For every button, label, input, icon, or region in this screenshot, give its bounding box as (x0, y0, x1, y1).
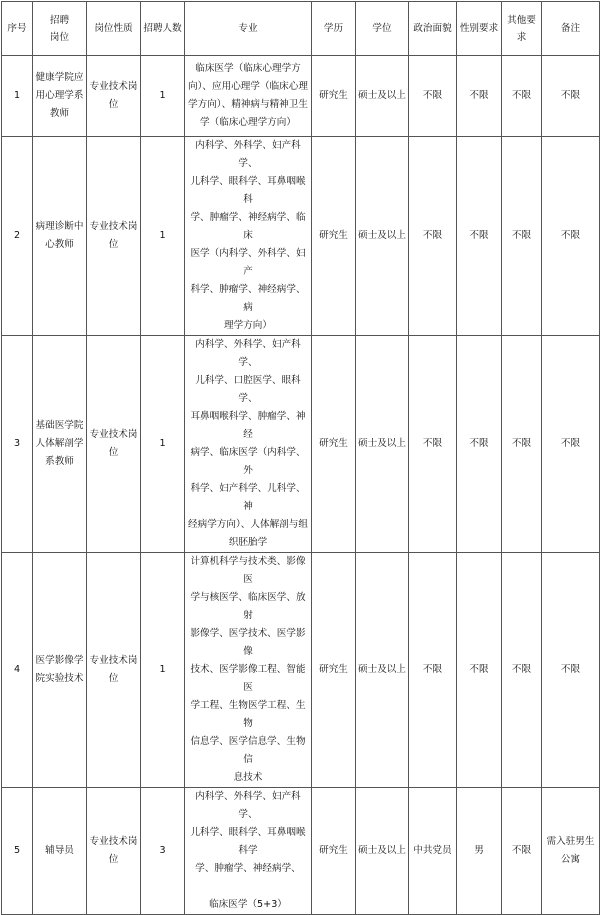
cell-count: 1 (141, 336, 185, 553)
header-count: 招聘人数 (141, 2, 185, 56)
cell-education: 研究生 (312, 137, 356, 336)
cell-nature: 专业技术岗位 (87, 56, 141, 137)
cell-other: 不限 (502, 56, 542, 137)
header-seq: 序号 (2, 2, 33, 56)
cell-seq: 3 (2, 336, 33, 553)
cell-education: 研究生 (312, 553, 356, 788)
header-political: 政治面貌 (409, 2, 457, 56)
cell-other: 不限 (502, 336, 542, 553)
cell-count: 3 (141, 788, 185, 915)
header-nature: 岗位性质 (87, 2, 141, 56)
header-degree: 学位 (356, 2, 409, 56)
table-row (2, 553, 600, 788)
cell-post: 医学影像学院实验技术 (33, 553, 87, 788)
cell-nature: 专业技术岗位 (87, 553, 141, 788)
cell-seq: 2 (2, 137, 33, 336)
header-other: 其他要求 (502, 2, 542, 56)
cell-education: 研究生 (312, 788, 356, 915)
cell-count: 1 (141, 56, 185, 137)
cell-count: 1 (141, 137, 185, 336)
cell-major: 内科学、外科学、妇产科学、 儿科学、眼科学、耳鼻咽喉科 学、肿瘤学、神经病学、临床 医学（内科学、外科学、妇产 科学、肿瘤学、神经病学、病 理学方向） (185, 137, 312, 336)
cell-post: 基础医学院人体解剖学系教师 (33, 336, 87, 553)
cell-gender: 不限 (457, 336, 502, 553)
cell-degree: 硕士及以上 (356, 56, 409, 137)
cell-major: 临床医学（临床心理学方 向）、应用心理学（临床心理 学方向）、精神病与精神卫生 学（临床心理学方向） (185, 56, 312, 137)
cell-major: 内科学、外科学、妇产科学、 儿科学、口腔医学、眼科学、 耳鼻咽喉科学、肿瘤学、神经 病学、临床医学（内科学、外 科学、妇产科学、儿科学、神 经病学方向）、人体解剖与组 织胚胎学 (185, 336, 312, 553)
cell-post: 病理诊断中心教师 (33, 137, 87, 336)
cell-political: 不限 (409, 137, 457, 336)
header-gender: 性别要求 (457, 2, 502, 56)
cell-other: 不限 (502, 137, 542, 336)
cell-nature: 专业技术岗位 (87, 137, 141, 336)
cell-education: 研究生 (312, 336, 356, 553)
cell-gender: 不限 (457, 56, 502, 137)
cell-gender: 不限 (457, 553, 502, 788)
cell-degree: 硕士及以上 (356, 336, 409, 553)
table-row (2, 137, 600, 336)
cell-remark: 不限 (542, 56, 600, 137)
cell-political: 不限 (409, 553, 457, 788)
cell-degree: 硕士及以上 (356, 137, 409, 336)
cell-count: 1 (141, 553, 185, 788)
cell-political: 不限 (409, 336, 457, 553)
cell-political: 中共党员 (409, 788, 457, 915)
table-row (2, 788, 600, 915)
table-row (2, 56, 600, 137)
cell-remark: 不限 (542, 336, 600, 553)
cell-post: 健康学院应用心理学系教师 (33, 56, 87, 137)
header-remark: 备注 (542, 2, 600, 56)
recruitment-table (1, 1, 600, 915)
cell-political: 不限 (409, 56, 457, 137)
cell-seq: 5 (2, 788, 33, 915)
cell-seq: 4 (2, 553, 33, 788)
cell-remark: 不限 (542, 137, 600, 336)
cell-seq: 1 (2, 56, 33, 137)
cell-nature: 专业技术岗位 (87, 788, 141, 915)
header-row (2, 2, 600, 56)
cell-degree: 硕士及以上 (356, 788, 409, 915)
cell-gender: 不限 (457, 137, 502, 336)
cell-other: 不限 (502, 553, 542, 788)
cell-post: 辅导员 (33, 788, 87, 915)
cell-remark: 需入驻男生公寓 (542, 788, 600, 915)
cell-other: 不限 (502, 788, 542, 915)
cell-remark: 不限 (542, 553, 600, 788)
header-major: 专业 (185, 2, 312, 56)
cell-gender: 男 (457, 788, 502, 915)
cell-nature: 专业技术岗位 (87, 336, 141, 553)
cell-degree: 硕士及以上 (356, 553, 409, 788)
cell-major: 内科学、外科学、妇产科学、 儿科学、眼科学、耳鼻咽喉科学 学、肿瘤学、神经病学、 临床医学（5+3） (185, 788, 312, 915)
cell-major: 计算机科学与技术类、影像医 学与核医学、临床医学、放射 影像学、医学技术、医学影像 技术、医学影像工程、智能医 学工程、生物医学工程、生物 信息学、医学信息学、生物信 息技术 (185, 553, 312, 788)
header-post: 招聘 岗位 (33, 2, 87, 56)
table-row (2, 336, 600, 553)
header-education: 学历 (312, 2, 356, 56)
cell-education: 研究生 (312, 56, 356, 137)
